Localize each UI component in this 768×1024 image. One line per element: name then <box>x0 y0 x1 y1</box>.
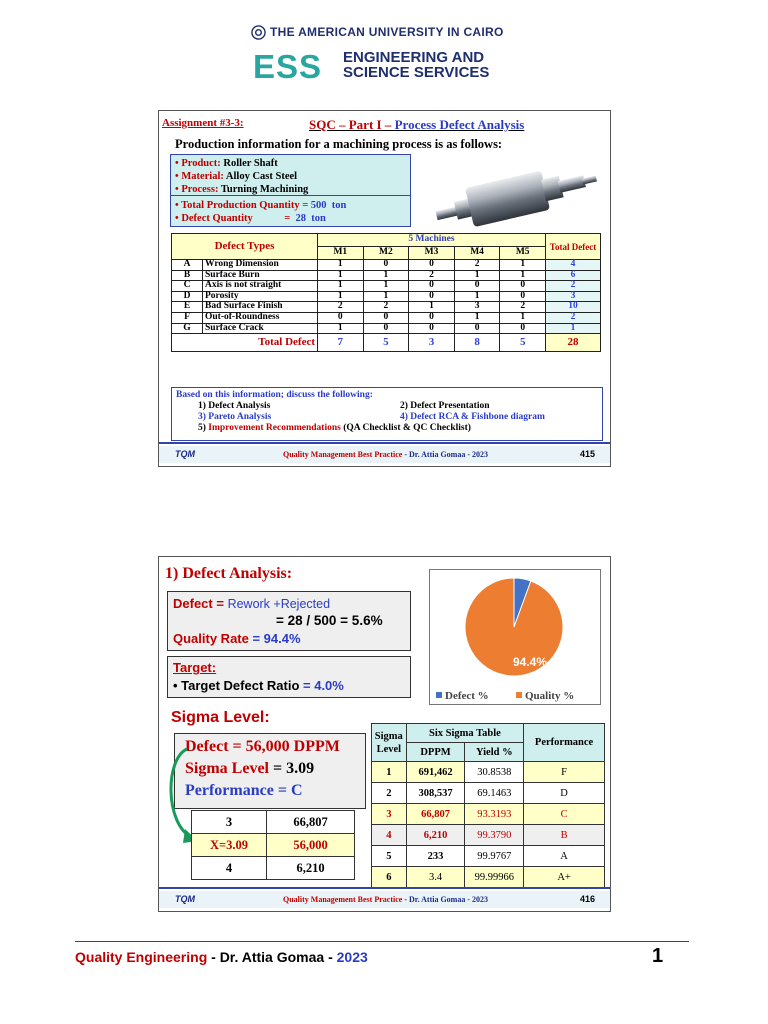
slide-footer <box>159 891 610 908</box>
footer-divider <box>159 442 610 444</box>
table-row: F Out-of-Roundness 0 0 0 1 1 2 <box>172 312 601 323</box>
page-footer-divider <box>75 941 689 942</box>
assignment-label: Assignment #3-3: <box>162 117 244 129</box>
discussion-item: 1) Defect Analysis <box>198 401 271 411</box>
yield-header: Yield % <box>465 743 524 762</box>
machines-header: 5 Machines <box>318 234 546 247</box>
intro-text: Production information for a machining process is as follows: <box>175 137 503 151</box>
six-sigma-table-header: Six Sigma Table <box>406 724 524 743</box>
quality-rate: Quality Rate = 94.4% <box>173 631 301 646</box>
machine-header: M5 <box>500 247 546 260</box>
table-row: A Wrong Dimension 1 0 0 2 1 4 <box>172 260 601 271</box>
six-sigma-table <box>371 723 605 888</box>
auc-seal-icon <box>251 25 266 40</box>
discussion-item: 2) Defect Presentation <box>400 401 490 411</box>
total-row <box>172 334 601 352</box>
title-dash: – <box>381 117 395 132</box>
grand-total: 28 <box>546 334 601 352</box>
table-row: 3 66,807 <box>192 811 355 834</box>
discussion-item: 3) Pareto Analysis <box>198 412 272 422</box>
tqm-logo: TQM <box>175 449 195 459</box>
total-row-label: Total Defect <box>172 334 318 352</box>
table-row: 2 308,537 69.1463 D <box>372 783 605 804</box>
table-row: C Axis is not straight 1 1 0 0 0 2 <box>172 281 601 292</box>
sigma-level-title: Sigma Level: <box>171 709 270 726</box>
university-name: THE AMERICAN UNIVERSITY IN CAIRO <box>270 25 504 39</box>
slide-title <box>309 117 524 133</box>
defect-analysis-title: 1) Defect Analysis: <box>165 565 293 582</box>
table-row: 4 6,210 99.3790 B <box>372 825 605 846</box>
defect-definition: Defect = Rework +Rejected <box>173 596 331 611</box>
slide-415 <box>158 110 611 467</box>
target-label: Target: <box>173 660 217 675</box>
pie-chart <box>430 570 600 704</box>
footer-text: Quality Management Best Practice - Dr. Attia Gomaa - 2023 <box>283 450 489 459</box>
discussion-intro: Based on this information; discuss the following: <box>176 390 373 400</box>
pie-chart-frame <box>429 569 601 705</box>
table-row: 6 3.4 99.99966 A+ <box>372 867 605 888</box>
interpolation-table <box>191 810 355 880</box>
machine-total: 7 <box>318 334 364 352</box>
logo-line-1: ENGINEERING AND <box>343 49 485 66</box>
table-row: G Surface Crack 1 0 0 0 0 1 <box>172 323 601 334</box>
ess-logo-letters: ESS <box>253 48 323 85</box>
table-row: X=3.09 56,000 <box>192 834 355 857</box>
defect-calc-box <box>167 591 411 651</box>
defect-calculation: = 28 / 500 = 5.6% <box>276 613 383 628</box>
page-footer-text: Quality Engineering - Dr. Attia Gomaa - 2023 <box>75 949 368 965</box>
legend-swatch-defect <box>436 692 442 698</box>
table-row: B Surface Burn 1 1 2 1 1 6 <box>172 270 601 281</box>
footer-divider <box>159 887 610 889</box>
machine-total: 5 <box>500 334 546 352</box>
total-defect-header: Total Defect <box>546 234 601 260</box>
ess-logo-text <box>343 50 489 80</box>
machine-header: M1 <box>318 247 364 260</box>
table-row: 4 6,210 <box>192 857 355 880</box>
info-product: • Product: Roller Shaft <box>175 158 278 169</box>
table-row: D Porosity 1 1 0 1 0 3 <box>172 291 601 302</box>
performance-result: Performance = C <box>185 782 303 799</box>
table-row: E Bad Surface Finish 2 2 1 3 2 10 <box>172 302 601 313</box>
machine-total: 5 <box>363 334 409 352</box>
sigma-result: Sigma Level = 3.09 <box>185 760 315 777</box>
slide-416 <box>158 556 611 912</box>
table-row: 3 66,807 93.3193 C <box>372 804 605 825</box>
discussion-box <box>171 387 603 441</box>
discussion-item: 4) Defect RCA & Fishbone diagram <box>400 412 545 422</box>
machine-header: M2 <box>363 247 409 260</box>
defect-table <box>171 233 601 352</box>
title-part1: SQC – Part I <box>309 117 382 132</box>
target-box <box>167 656 411 698</box>
machine-header: M3 <box>409 247 455 260</box>
logo-line-2: SCIENCE SERVICES <box>343 64 490 81</box>
machine-total: 8 <box>454 334 500 352</box>
slide-number: 416 <box>580 894 596 904</box>
info-process: • Process: Turning Machining <box>175 184 309 195</box>
discussion-item-5: 5) Improvement Recommendations (QA Checklist & QC Checklist) <box>198 423 471 433</box>
info-defect-quantity: • Defect Quantity = 28 ton <box>175 213 326 224</box>
legend-defect: Defect % <box>445 690 489 702</box>
table-row: 1 691,462 30.8538 F <box>372 762 605 783</box>
slide-footer <box>159 446 610 463</box>
page-number: 1 <box>652 945 664 967</box>
tqm-logo: TQM <box>175 894 195 904</box>
table-row: 5 233 99.9767 A <box>372 846 605 867</box>
footer-text: Quality Management Best Practice - Dr. Attia Gomaa - 2023 <box>283 895 489 904</box>
title-part2: Process Defect Analysis <box>394 117 525 132</box>
performance-header: Performance <box>524 724 605 762</box>
pie-data-label: 94.4% <box>513 655 548 669</box>
target-ratio: • Target Defect Ratio = 4.0% <box>173 678 344 693</box>
machine-total: 3 <box>409 334 455 352</box>
defect-types-header: Defect Types <box>172 234 318 260</box>
product-info-box <box>170 154 411 227</box>
info-material: • Material: Alloy Cast Steel <box>175 171 298 182</box>
slide-number: 415 <box>580 449 596 459</box>
dppm-result: Defect = 56,000 DPPM <box>185 738 340 755</box>
machine-header: M4 <box>454 247 500 260</box>
legend-quality: Quality % <box>525 690 575 702</box>
legend-swatch-quality <box>516 692 522 698</box>
dppm-header: DPPM <box>406 743 465 762</box>
roller-shaft-image <box>427 155 602 227</box>
info-total-quantity: • Total Production Quantity = 500 ton <box>175 200 347 211</box>
sigma-level-header: Sigma Level <box>372 724 407 762</box>
